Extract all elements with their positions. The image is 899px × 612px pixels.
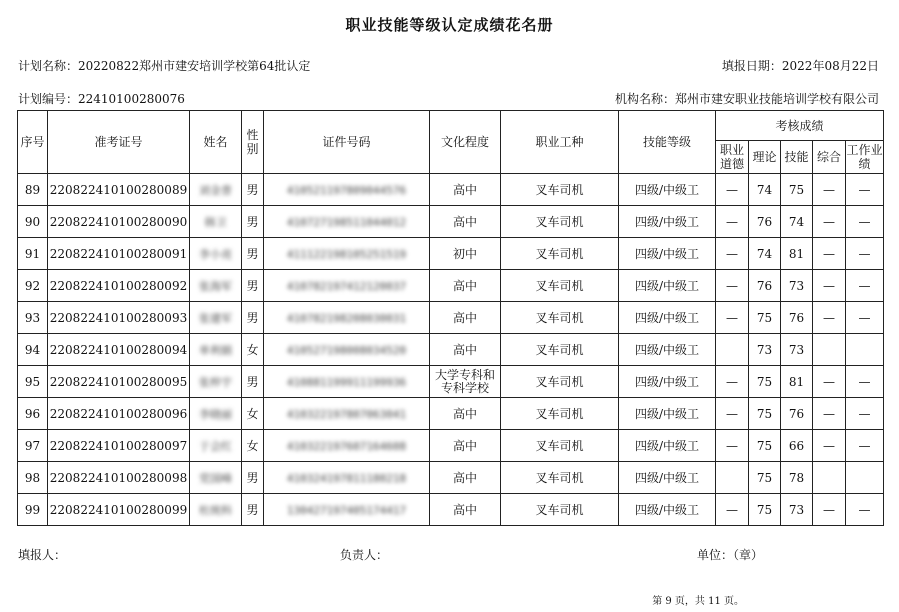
plan-number: 计划编号：22410100280076 <box>18 92 185 106</box>
table-row <box>18 366 884 398</box>
cell-overall: — <box>813 238 846 270</box>
cell-skill-level: 四级/中级工 <box>619 174 716 206</box>
cell-gender: 男 <box>242 462 264 494</box>
table-row <box>18 238 884 270</box>
cell-gender: 男 <box>242 302 264 334</box>
cell-id-number <box>264 238 430 270</box>
header-gender: 性别 <box>242 111 264 174</box>
cell-education: 高中 <box>430 174 501 206</box>
cell-theory: 75 <box>749 302 781 334</box>
unit-seal-label: 单位：（章） <box>697 548 764 562</box>
cell-ticket: 220822410100280093 <box>48 302 190 334</box>
cell-occupation: 叉车司机 <box>501 494 619 526</box>
cell-id-number <box>264 430 430 462</box>
cell-overall: — <box>813 302 846 334</box>
cell-theory: 76 <box>749 270 781 302</box>
cell-name-text: 张建军 <box>199 311 232 325</box>
cell-id-number <box>264 462 430 494</box>
page-number: 第 9 页，共 11 页。 <box>652 596 744 607</box>
cell-work: — <box>846 174 884 206</box>
cell-education: 高中 <box>430 206 501 238</box>
cell-seq: 89 <box>18 174 48 206</box>
cell-id-number-text: 410324197811180218 <box>286 471 407 485</box>
cell-name <box>190 174 242 206</box>
cell-skill-level: 四级/中级工 <box>619 302 716 334</box>
cell-education: 高中 <box>430 398 501 430</box>
filler-label: 填报人： <box>18 548 67 562</box>
cell-gender: 女 <box>242 334 264 366</box>
header-ethics: 职业道德 <box>716 141 749 174</box>
cell-theory: 74 <box>749 238 781 270</box>
cell-gender: 男 <box>242 366 264 398</box>
cell-theory: 75 <box>749 430 781 462</box>
cell-name-text: 李晓丽 <box>199 407 232 421</box>
cell-work: — <box>846 398 884 430</box>
table-row <box>18 270 884 302</box>
cell-skill-level: 四级/中级工 <box>619 430 716 462</box>
score-roster-table <box>17 110 884 526</box>
cell-skill: 75 <box>781 174 813 206</box>
cell-skill: 73 <box>781 494 813 526</box>
cell-ethics: — <box>716 366 749 398</box>
cell-id-number-text: 411122198105251519 <box>286 247 407 261</box>
cell-skill: 73 <box>781 270 813 302</box>
cell-skill: 73 <box>781 334 813 366</box>
cell-skill: 76 <box>781 302 813 334</box>
cell-ticket: 220822410100280092 <box>48 270 190 302</box>
cell-seq: 92 <box>18 270 48 302</box>
cell-skill-level: 四级/中级工 <box>619 334 716 366</box>
cell-name <box>190 302 242 334</box>
cell-occupation: 叉车司机 <box>501 462 619 494</box>
cell-ticket: 220822410100280095 <box>48 366 190 398</box>
cell-occupation: 叉车司机 <box>501 302 619 334</box>
cell-ethics: — <box>716 430 749 462</box>
cell-name-text: 单利娟 <box>199 343 232 357</box>
cell-skill: 74 <box>781 206 813 238</box>
cell-occupation: 叉车司机 <box>501 270 619 302</box>
cell-education: 高中 <box>430 494 501 526</box>
cell-skill-level: 四级/中级工 <box>619 366 716 398</box>
cell-theory: 75 <box>749 398 781 430</box>
cell-ticket: 220822410100280091 <box>48 238 190 270</box>
responsible-label: 负责人： <box>340 548 389 562</box>
cell-id-number <box>264 366 430 398</box>
cell-theory: 73 <box>749 334 781 366</box>
cell-ticket: 220822410100280090 <box>48 206 190 238</box>
cell-ethics: — <box>716 494 749 526</box>
cell-ticket: 220822410100280097 <box>48 430 190 462</box>
cell-id-number <box>264 494 430 526</box>
cell-seq: 95 <box>18 366 48 398</box>
header-overall: 综合 <box>813 141 846 174</box>
cell-education: 大学专科和专科学校 <box>430 366 501 398</box>
cell-ticket: 220822410100280098 <box>48 462 190 494</box>
cell-skill-level: 四级/中级工 <box>619 270 716 302</box>
cell-overall: — <box>813 206 846 238</box>
cell-overall <box>813 462 846 494</box>
cell-overall: — <box>813 430 846 462</box>
cell-ethics: — <box>716 398 749 430</box>
cell-overall: — <box>813 366 846 398</box>
cell-work <box>846 334 884 366</box>
cell-overall: — <box>813 174 846 206</box>
header-score-group: 考核成绩 <box>716 111 884 141</box>
cell-occupation: 叉车司机 <box>501 398 619 430</box>
cell-seq: 90 <box>18 206 48 238</box>
table-row <box>18 206 884 238</box>
cell-name <box>190 398 242 430</box>
page-title: 职业技能等级认定成绩花名册 <box>345 16 554 34</box>
header-education: 文化程度 <box>430 111 501 174</box>
cell-occupation: 叉车司机 <box>501 174 619 206</box>
cell-occupation: 叉车司机 <box>501 366 619 398</box>
cell-work: — <box>846 366 884 398</box>
cell-ethics: — <box>716 238 749 270</box>
cell-work <box>846 462 884 494</box>
cell-education: 高中 <box>430 270 501 302</box>
cell-ethics <box>716 334 749 366</box>
cell-overall: — <box>813 270 846 302</box>
cell-ticket: 220822410100280094 <box>48 334 190 366</box>
organization-name: 机构名称：郑州市建安职业技能培训学校有限公司 <box>614 92 879 106</box>
cell-seq: 91 <box>18 238 48 270</box>
fill-date: 填报日期：2022年08月22日 <box>721 59 879 73</box>
cell-seq: 93 <box>18 302 48 334</box>
cell-education: 高中 <box>430 430 501 462</box>
cell-name <box>190 494 242 526</box>
table-row <box>18 462 884 494</box>
cell-skill: 81 <box>781 366 813 398</box>
cell-occupation: 叉车司机 <box>501 206 619 238</box>
cell-gender: 女 <box>242 430 264 462</box>
cell-work: — <box>846 494 884 526</box>
table-row <box>18 174 884 206</box>
cell-occupation: 叉车司机 <box>501 238 619 270</box>
header-skill-level: 技能等级 <box>619 111 716 174</box>
cell-work: — <box>846 238 884 270</box>
cell-theory: 76 <box>749 206 781 238</box>
header-work: 工作业绩 <box>846 141 884 174</box>
cell-id-number <box>264 206 430 238</box>
cell-skill-level: 四级/中级工 <box>619 462 716 494</box>
cell-ethics: — <box>716 270 749 302</box>
cell-seq: 94 <box>18 334 48 366</box>
cell-name <box>190 206 242 238</box>
table-row <box>18 334 884 366</box>
cell-theory: 75 <box>749 462 781 494</box>
cell-id-number-text: 410521197809044576 <box>286 183 407 197</box>
cell-ethics: — <box>716 206 749 238</box>
cell-id-number-text: 130427197405174417 <box>286 503 407 517</box>
cell-gender: 男 <box>242 206 264 238</box>
cell-work: — <box>846 430 884 462</box>
header-theory: 理论 <box>749 141 781 174</box>
cell-education: 初中 <box>430 238 501 270</box>
table-row <box>18 398 884 430</box>
cell-skill-level: 四级/中级工 <box>619 398 716 430</box>
header-name: 姓名 <box>190 111 242 174</box>
cell-ticket: 220822410100280096 <box>48 398 190 430</box>
cell-skill: 66 <box>781 430 813 462</box>
plan-name: 计划名称：20220822郑州市建安培训学校第64批认定 <box>18 59 311 73</box>
cell-skill: 78 <box>781 462 813 494</box>
cell-ticket: 220822410100280099 <box>48 494 190 526</box>
cell-occupation: 叉车司机 <box>501 430 619 462</box>
cell-name <box>190 270 242 302</box>
table-row <box>18 430 884 462</box>
cell-education: 高中 <box>430 462 501 494</box>
header-skill: 技能 <box>781 141 813 174</box>
roster-body <box>18 174 884 526</box>
cell-gender: 男 <box>242 494 264 526</box>
cell-work: — <box>846 302 884 334</box>
cell-seq: 98 <box>18 462 48 494</box>
cell-ticket: 220822410100280089 <box>48 174 190 206</box>
cell-name-text: 刘金普 <box>199 183 232 197</box>
cell-name-text: 韩卫 <box>204 215 227 229</box>
cell-id-number-text: 410782198208030031 <box>286 311 407 325</box>
cell-id-number-text: 410527198008034520 <box>286 343 407 357</box>
cell-name <box>190 238 242 270</box>
cell-id-number-text: 410322197807063041 <box>286 407 407 421</box>
cell-seq: 99 <box>18 494 48 526</box>
cell-id-number <box>264 334 430 366</box>
cell-gender: 男 <box>242 238 264 270</box>
cell-name-text: 李小亮 <box>199 247 232 261</box>
cell-name <box>190 430 242 462</box>
cell-id-number-text: 410727198511044012 <box>286 215 407 229</box>
cell-id-number-text: 410322197607164608 <box>286 439 407 453</box>
cell-id-number-text: 410782197412120037 <box>286 279 407 293</box>
table-row <box>18 494 884 526</box>
cell-theory: 75 <box>749 366 781 398</box>
cell-seq: 97 <box>18 430 48 462</box>
cell-overall: — <box>813 494 846 526</box>
header-id-number: 证件号码 <box>264 111 430 174</box>
cell-skill: 81 <box>781 238 813 270</box>
cell-theory: 74 <box>749 174 781 206</box>
cell-name-text: 张海军 <box>199 279 232 293</box>
cell-theory: 75 <box>749 494 781 526</box>
cell-name-text: 张梓宇 <box>199 375 232 389</box>
cell-seq: 96 <box>18 398 48 430</box>
cell-name-text: 党国峰 <box>199 471 232 485</box>
cell-skill-level: 四级/中级工 <box>619 238 716 270</box>
cell-name-text: 杜统科 <box>199 503 232 517</box>
cell-gender: 男 <box>242 174 264 206</box>
cell-gender: 女 <box>242 398 264 430</box>
header-occupation: 职业工种 <box>501 111 619 174</box>
cell-skill: 76 <box>781 398 813 430</box>
header-seq: 序号 <box>18 111 48 174</box>
cell-id-number-text: 410881199911199936 <box>286 375 407 389</box>
cell-work: — <box>846 206 884 238</box>
cell-education: 高中 <box>430 334 501 366</box>
header-ticket: 准考证号 <box>48 111 190 174</box>
cell-name <box>190 334 242 366</box>
cell-work: — <box>846 270 884 302</box>
cell-skill-level: 四级/中级工 <box>619 494 716 526</box>
cell-overall: — <box>813 398 846 430</box>
cell-ethics: — <box>716 302 749 334</box>
table-row <box>18 302 884 334</box>
cell-gender: 男 <box>242 270 264 302</box>
cell-education: 高中 <box>430 302 501 334</box>
cell-id-number <box>264 270 430 302</box>
cell-name <box>190 366 242 398</box>
cell-occupation: 叉车司机 <box>501 334 619 366</box>
cell-overall <box>813 334 846 366</box>
cell-id-number <box>264 302 430 334</box>
cell-skill-level: 四级/中级工 <box>619 206 716 238</box>
cell-name-text: 于会红 <box>199 439 232 453</box>
cell-ethics <box>716 462 749 494</box>
cell-name <box>190 462 242 494</box>
cell-ethics: — <box>716 174 749 206</box>
cell-id-number <box>264 398 430 430</box>
cell-id-number <box>264 174 430 206</box>
